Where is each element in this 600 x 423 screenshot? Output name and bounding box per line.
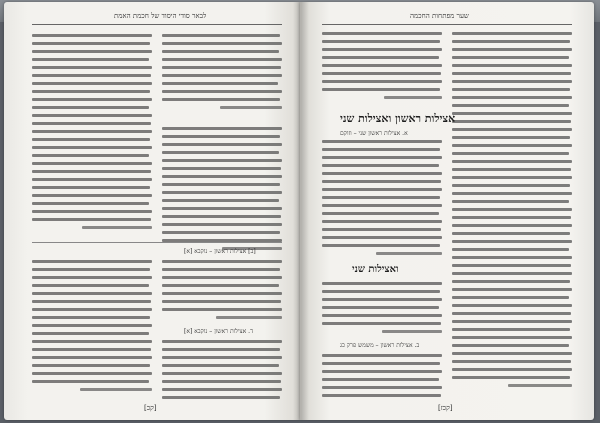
right-page-column-left-lower [322,282,442,338]
text-line [452,152,569,155]
text-line [162,268,280,271]
text-line [452,352,572,355]
text-line [162,175,282,178]
text-line [452,376,570,379]
text-line [162,300,281,303]
text-line [452,200,569,203]
text-line [452,64,572,67]
text-line [162,364,279,367]
text-line [452,304,572,307]
text-line [452,240,572,243]
text-line [322,370,442,373]
text-line [452,192,572,195]
text-line [452,112,572,115]
text-line [162,191,282,194]
text-line [452,336,572,339]
text-line [162,388,282,391]
text-line [32,324,152,327]
text-line [162,308,282,311]
text-line [162,372,282,375]
text-line [452,360,571,363]
text-line [32,332,149,335]
text-line [452,40,570,43]
text-line [162,50,279,53]
text-line [162,276,282,279]
left-page-column-right [162,34,282,114]
text-line [32,276,152,279]
text-line [162,260,282,263]
text-line [162,207,282,210]
text-line [452,176,572,179]
text-line [452,128,572,131]
right-section-heading-top: אצילות ראשון ואצילות שני [340,112,456,125]
text-line [452,96,572,99]
text-line [452,184,570,187]
left-section-label-low: ד. אצילות ראשון – נוקבא [א] [184,328,253,335]
left-page [4,2,300,420]
text-line [452,280,570,283]
text-line [32,284,149,287]
text-line [32,194,152,197]
text-line [322,156,442,159]
text-line [452,248,569,251]
text-line [452,160,572,163]
text-line [452,288,572,291]
text-line [322,140,442,143]
text-line [322,32,442,35]
text-line [162,231,280,234]
text-line [322,362,440,365]
text-line [376,252,442,255]
book-gutter [293,2,309,420]
text-line [32,82,152,85]
text-line [452,368,572,371]
text-line [32,34,152,37]
text-line [32,218,151,221]
text-line [452,120,571,123]
text-line [452,264,571,267]
text-line [382,330,442,333]
text-line [452,136,570,139]
text-line [322,204,442,207]
text-line [452,344,569,347]
text-line [162,348,280,351]
text-line [322,164,439,167]
text-line [162,215,281,218]
right-page-column-left-mid [322,140,442,260]
text-line [452,80,572,83]
right-page-column-left-top [322,32,442,104]
text-line [452,272,572,275]
text-line [32,106,149,109]
text-line [322,314,442,317]
text-line [322,56,439,59]
text-line [322,244,440,247]
text-line [322,80,442,83]
text-line [216,316,282,319]
text-line [32,364,150,367]
right-running-header: שער מפתחות החכמה [410,12,469,20]
text-line [162,223,282,226]
open-book [4,2,594,420]
text-line [452,232,570,235]
text-line [32,58,149,61]
left-page-lower-right [162,260,282,324]
text-line [452,216,571,219]
text-line [32,260,152,263]
text-line [32,50,152,53]
text-line [162,34,280,37]
text-line [162,58,282,61]
text-line [32,170,151,173]
right-section-label-top: א. אצילות ראשון שני – וזוקם [340,130,408,137]
text-line [452,328,570,331]
text-line [162,151,279,154]
left-running-header: לבאר סודי היסוד של חכמת האמת [114,12,207,20]
left-page-column-right-cont [162,127,282,255]
section-separator [32,242,282,243]
right-section-heading-bottom: ואצילות שני [352,264,399,275]
text-line [452,312,571,315]
text-line [32,146,152,149]
text-line [32,372,152,375]
text-line [32,154,149,157]
text-line [162,74,282,77]
text-line [32,308,152,311]
text-line [452,72,571,75]
text-line [32,130,152,133]
text-line [322,196,440,199]
text-line [452,144,572,147]
text-line [82,226,152,229]
text-line [162,127,282,130]
text-line [32,114,152,117]
text-line [322,180,441,183]
text-line [32,162,152,165]
text-line [162,292,282,295]
left-header-rule [32,24,282,25]
text-line [32,74,151,77]
text-line [162,42,282,45]
text-line [32,300,151,303]
text-line [322,236,442,239]
text-line [322,322,441,325]
text-line [32,138,150,141]
text-line [384,96,442,99]
text-line [322,40,440,43]
text-line [452,56,569,59]
text-line [322,228,441,231]
text-line [322,298,442,301]
left-page-column-left [32,34,152,234]
text-line [32,268,150,271]
text-line [220,106,282,109]
text-line [32,98,152,101]
text-line [32,348,151,351]
right-section-label-low: ב. אצילות ראשון – משמש פרק כג [340,342,420,349]
right-page-column-left-bottom [322,354,442,402]
text-line [32,356,152,359]
text-line [322,378,439,381]
text-line [162,356,282,359]
text-line [162,159,282,162]
right-page-number: [קכז] [438,404,453,412]
text-line [322,282,442,285]
text-line [162,135,280,138]
text-line [322,72,441,75]
text-line [162,167,281,170]
left-page-number: [קכ] [144,404,157,412]
right-page [300,2,594,420]
text-line [162,82,278,85]
text-line [452,256,572,259]
text-line [32,202,149,205]
text-line [322,220,442,223]
text-line [32,90,150,93]
text-line [322,48,442,51]
left-page-lower-left [32,260,152,396]
text-line [162,396,280,399]
text-line [162,199,279,202]
text-line [32,42,150,45]
text-line [32,186,150,189]
left-page-bottom-right [162,340,282,404]
text-line [32,316,150,319]
text-line [322,212,439,215]
text-line [452,208,572,211]
text-line [322,306,439,309]
text-line [322,394,441,397]
text-line [508,384,572,387]
text-line [32,178,152,181]
text-line [452,88,570,91]
text-line [322,88,440,91]
right-header-rule [322,24,572,25]
text-line [32,380,149,383]
text-line [322,386,442,389]
text-line [32,66,152,69]
text-line [322,148,440,151]
text-line [452,168,571,171]
text-line [452,320,572,323]
text-line [162,90,282,93]
text-line [322,290,440,293]
text-line [452,296,569,299]
text-line [162,284,279,287]
text-line [452,104,569,107]
text-line [32,340,152,343]
text-line [80,388,152,391]
text-line [162,66,281,69]
text-line [162,98,280,101]
text-line [322,64,442,67]
left-section-label-mid: [ב] אצילות ראשון – נוקבא [א] [184,248,256,255]
text-line [322,188,442,191]
text-line [162,183,280,186]
text-line [452,32,572,35]
text-line [162,340,282,343]
text-line [162,143,282,146]
text-line [322,354,442,357]
text-line [32,292,152,295]
text-line [452,48,572,51]
right-page-column-right [452,32,572,392]
text-line [162,380,281,383]
text-line [322,172,442,175]
text-line [452,224,572,227]
text-line [32,210,152,213]
text-line [32,122,151,125]
